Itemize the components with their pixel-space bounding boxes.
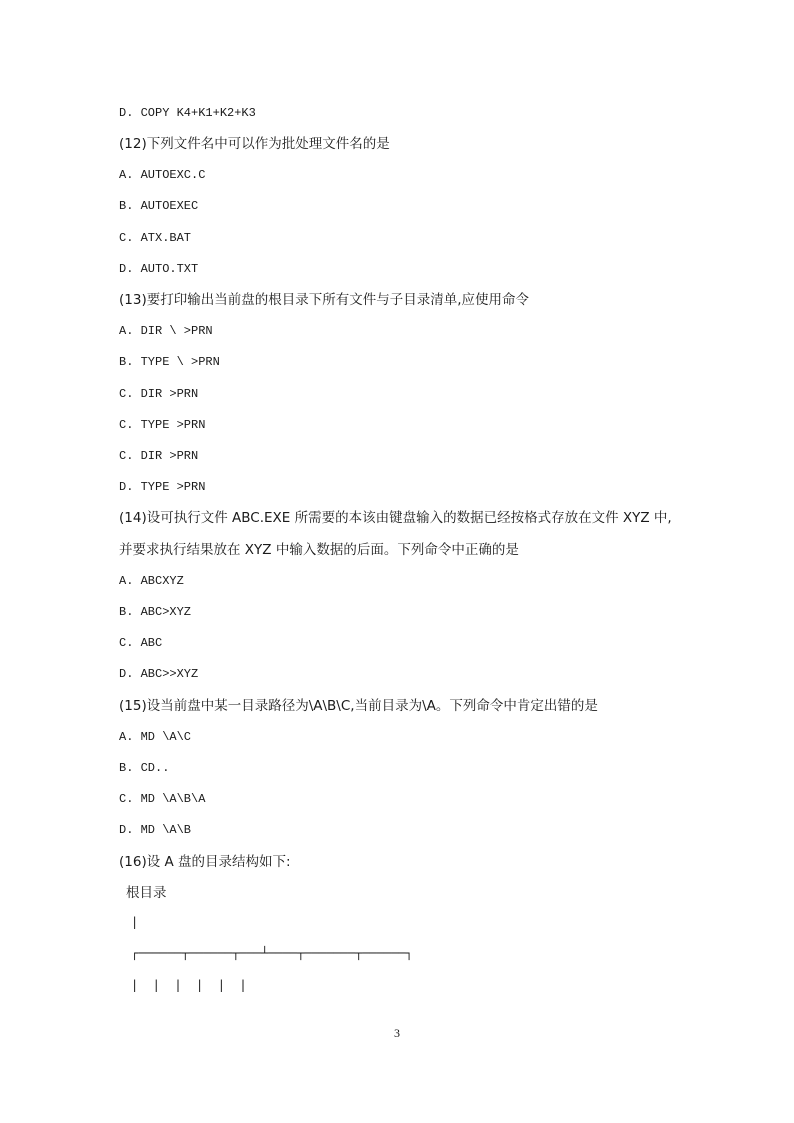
question-14: (14)设可执行文件 ABC.EXE 所需要的本该由键盘输入的数据已经按格式存放在文件 XYZ 中, xyxy=(119,510,672,526)
option-line: A. DIR \ >PRN xyxy=(119,324,213,338)
option-line: B. TYPE \ >PRN xyxy=(119,355,220,369)
option-line: C. MD \A\B\A xyxy=(119,792,206,806)
question-16: (16)设 A 盘的目录结构如下: xyxy=(119,854,291,870)
option-line: D. ABC>>XYZ xyxy=(119,667,199,681)
option-line: C. ATX.BAT xyxy=(119,231,192,245)
question-14-continued: 并要求执行结果放在 XYZ 中输入数据的后面。下列命令中正确的是 xyxy=(119,542,519,558)
option-line: B. AUTOEXEC xyxy=(119,199,199,213)
option-line: D. TYPE >PRN xyxy=(119,480,206,494)
question-12: (12)下列文件名中可以作为批处理文件名的是 xyxy=(119,136,390,152)
option-line: C. ABC xyxy=(119,636,163,650)
option-line: A. MD \A\C xyxy=(119,730,192,744)
option-line: B. CD.. xyxy=(119,761,170,775)
option-line: C. DIR >PRN xyxy=(119,449,199,463)
tree-root-label: 根目录 xyxy=(126,885,167,901)
option-line: D. COPY K4+K1+K2+K3 xyxy=(119,106,256,120)
question-15: (15)设当前盘中某一目录路径为\A\B\C,当前目录为\A。下列命令中肯定出错的是 xyxy=(119,698,598,714)
tree-branch-line: ┌──────┬──────┬───┴────┬───────┬──────┐ xyxy=(131,946,413,960)
page-number: 3 xyxy=(394,1026,400,1040)
option-line: C. DIR >PRN xyxy=(119,387,199,401)
tree-stem: | xyxy=(131,915,139,929)
option-line: B. ABC>XYZ xyxy=(119,605,192,619)
tree-leaf-stems: | | | | | | xyxy=(131,978,247,992)
option-line: D. AUTO.TXT xyxy=(119,262,199,276)
option-line: C. TYPE >PRN xyxy=(119,418,206,432)
option-line: A. AUTOEXC.C xyxy=(119,168,206,182)
question-13: (13)要打印输出当前盘的根目录下所有文件与子目录清单,应使用命令 xyxy=(119,292,530,308)
option-line: D. MD \A\B xyxy=(119,823,192,837)
option-line: A. ABCXYZ xyxy=(119,574,184,588)
